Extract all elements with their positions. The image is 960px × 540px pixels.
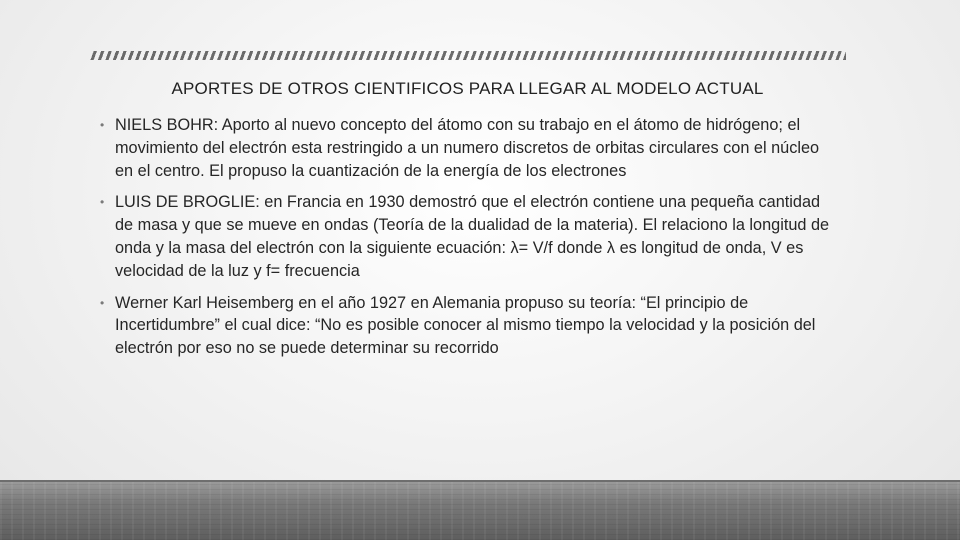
floor-background: [0, 482, 960, 540]
decorative-hatch-bar: [90, 51, 846, 60]
bullet-item-de-broglie: [100, 191, 840, 282]
bullet-dot-icon: •: [100, 295, 105, 310]
bullet-dot-icon: •: [100, 195, 105, 210]
bullet-item-heisemberg: [100, 292, 840, 360]
bullet-list: [100, 114, 840, 369]
bullet-text: LUIS DE BROGLIE: en Francia en 1930 demostró que el electrón contiene una pequeña cantidad de masa y que se mueve en ondas (Teoría de la dualidad de la materia). El relaciono la longitud de onda y la masa del electrón con la siguiente ecuación: λ= V/f donde λ es longitud de onda, V es velocidad de la luz y f= frecuencia: [115, 193, 830, 280]
bullet-item-bohr: [100, 114, 840, 182]
bullet-text: NIELS BOHR: Aporto al nuevo concepto del átomo con su trabajo en el átomo de hidrógeno; el movimiento del electrón esta restringido a un numero discretos de orbitas circulares con el núcleo en el centro. El propuso la cuantización de la energía de los electrones: [115, 116, 820, 180]
slide-title: APORTES DE OTROS CIENTIFICOS PARA LLEGAR AL MODELO ACTUAL: [171, 79, 764, 98]
bullet-dot-icon: •: [100, 118, 105, 132]
bullet-text: Werner Karl Heisemberg en el año 1927 en Alemania propuso su teoría: “El principio de Incertidumbre” el cual dice: “No es posible conocer al mismo tiempo la velocidad y la posición del electrón por eso no se puede determinar su recorrido: [115, 293, 816, 358]
